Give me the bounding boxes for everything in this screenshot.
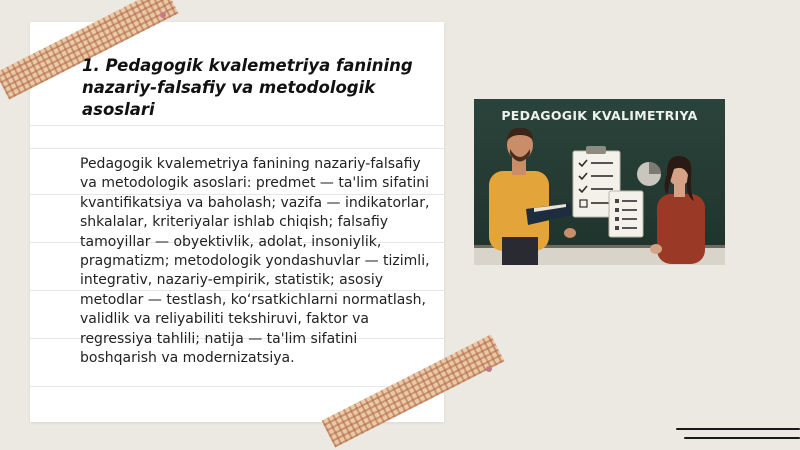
- tape-pin-icon: [160, 12, 166, 18]
- decorative-line: [676, 428, 800, 430]
- decorative-line: [684, 437, 800, 439]
- pie-chart-icon: [637, 162, 661, 186]
- chalkboard-icon: [474, 99, 725, 265]
- classroom-illustration: [474, 99, 725, 265]
- paper-rule: [30, 148, 444, 149]
- paper-rule: [30, 386, 444, 387]
- tape-pin-icon: [486, 366, 492, 372]
- paper-rule: [30, 125, 444, 126]
- slide-body-text: Pedagogik kvalemetriya fanining nazariy-falsafiy va metodologik asoslari: predmet — ta'lim sifatini kvantifikatsiya va baholash; vazifa — indikatorlar, shkalalar, kriteriyalar ishlab chiqish; falsafiy tamoyillar — obyektivlik, adolat, insoniylik, pragmatizm; metodologik yondashuvlar — tizimli, integrativ, nazariy-empirik, statistik; asosiy metodlar — testlash, ko‘rsatkichlarni normatlash, validlik va reliyabiliti tekshiruvi, faktor va regressiya tahlili; natija — ta'lim sifatini boshqarish va modernizatsiya.: [80, 156, 430, 367]
- chalkboard-title: PEDAGOGIK KVALIMETRIYA: [501, 108, 698, 123]
- score-sheet-icon: [609, 191, 643, 237]
- slide-title: 1. Pedagogik kvalemetriya fanining nazariy-falsafiy va metodologik asoslari: [82, 56, 413, 119]
